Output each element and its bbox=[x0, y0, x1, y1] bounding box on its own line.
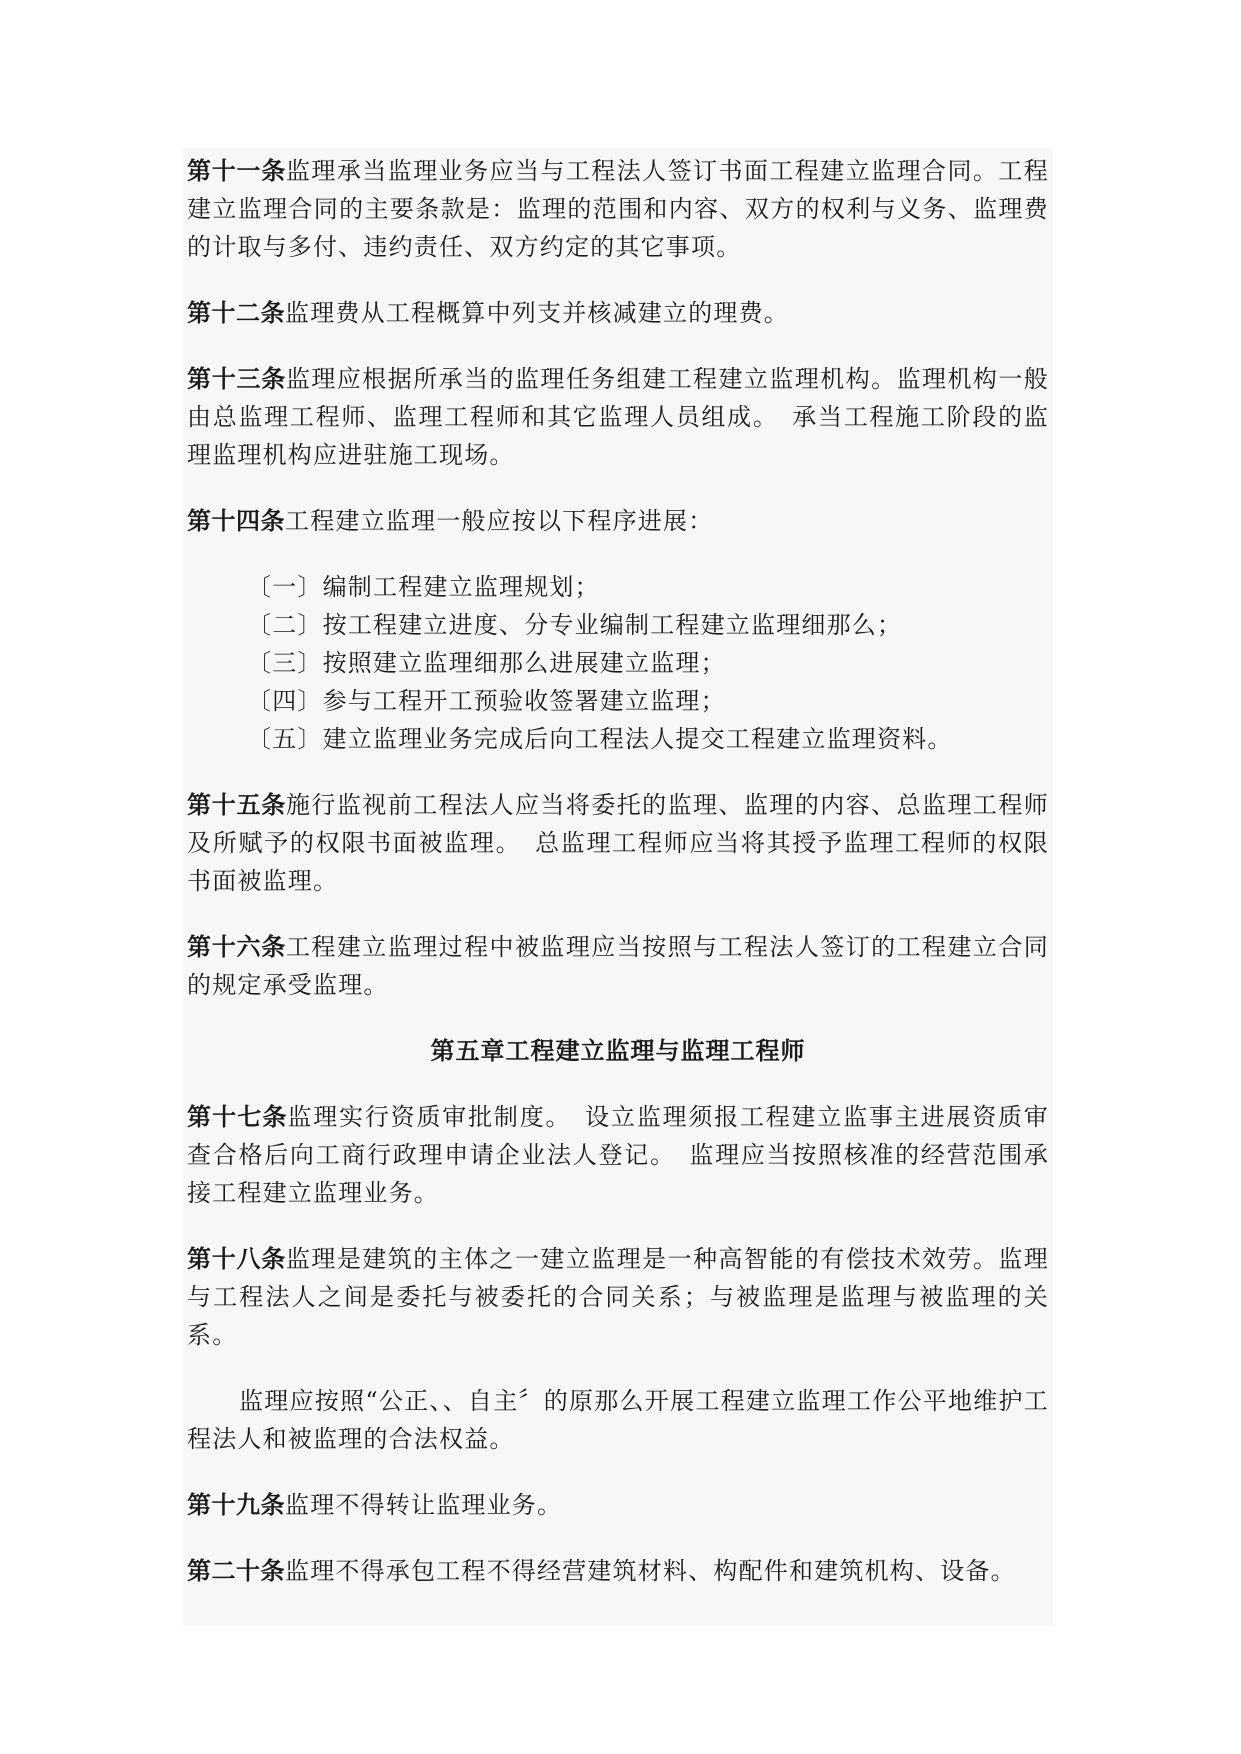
article-19 bbox=[187, 1486, 1049, 1524]
article-text: 监理应根据所承当的监理任务组建工程建立监理机构。监理机构一般由总监理工程师、监理工程师和其它监理人员组成。 承当工程施工阶段的监理监理机构应进驻施工现场。 bbox=[187, 365, 1050, 469]
list-item: 〔三〕按照建立监理细那么进展建立监理； bbox=[247, 649, 726, 677]
article-12 bbox=[187, 294, 1049, 332]
article-number: 第十五条 bbox=[187, 791, 286, 819]
article-number: 第十八条 bbox=[187, 1245, 286, 1273]
article-14 bbox=[187, 502, 1049, 540]
article-text: 监理不得转让监理业务。 bbox=[285, 1491, 563, 1519]
article-11 bbox=[187, 152, 1049, 266]
article-text: 监理费从工程概算中列支并核减建立的理费。 bbox=[285, 299, 789, 327]
article-text: 工程建立监理过程中被监理应当按照与工程法人签订的工程建立合同的规定承受监理。 bbox=[187, 933, 1050, 999]
article-number: 第二十条 bbox=[187, 1557, 285, 1585]
article-18 bbox=[187, 1240, 1049, 1354]
article-text: 工程建立监理一般应按以下程序进展： bbox=[285, 507, 714, 535]
article-number: 第十一条 bbox=[187, 157, 286, 185]
article-15 bbox=[187, 786, 1049, 900]
chapter-title: 第五章工程建立监理与监理工程师 bbox=[430, 1037, 806, 1065]
list-item: 〔五〕建立监理业务完成后向工程法人提交工程建立监理资料。 bbox=[247, 725, 953, 753]
article-17 bbox=[187, 1098, 1049, 1212]
document-page bbox=[183, 148, 1053, 1626]
article-number: 第十四条 bbox=[187, 507, 285, 535]
article-text: 监理不得承包工程不得经营建筑材料、构配件和建筑机构、设备。 bbox=[285, 1557, 1016, 1585]
article-text: 施行监视前工程法人应当将委托的监理、监理的内容、总监理工程师及所赋予的权限书面被监理。 总监理工程师应当将其授予监理工程师的权限书面被监理。 bbox=[187, 791, 1050, 895]
article-number: 第十九条 bbox=[187, 1491, 285, 1519]
article-number: 第十七条 bbox=[187, 1103, 288, 1131]
indented-paragraph: 监理应按照“公正、、自主〞的原那么开展工程建立监理工作公平地维护工程法人和被监理的合法权益。 bbox=[187, 1387, 1049, 1453]
article-20 bbox=[187, 1552, 1049, 1590]
article-text: 监理承当监理业务应当与工程法人签订书面工程建立监理合同。工程建立监理合同的主要条款是：监理的范围和内容、双方的权利与义务、监理费的计取与多付、违约责任、双方约定的其它事项。 bbox=[187, 157, 1050, 261]
procedure-list bbox=[187, 568, 1049, 758]
list-item: 〔四〕参与工程开工预验收签署建立监理； bbox=[247, 687, 726, 715]
article-16 bbox=[187, 928, 1049, 1004]
article-13 bbox=[187, 360, 1049, 474]
article-number: 第十六条 bbox=[187, 933, 286, 961]
list-item: 〔二〕按工程建立进度、分专业编制工程建立监理细那么； bbox=[247, 611, 903, 639]
article-text: 监理是建筑的主体之一建立监理是一种高智能的有偿技术效劳。监理与工程法人之间是委托与被委托的合同关系；与被监理是监理与被监理的关系。 bbox=[187, 1245, 1050, 1349]
article-number: 第十二条 bbox=[187, 299, 285, 327]
article-text: 监理实行资质审批制度。 设立监理须报工程建立监事主进展资质审查合格后向工商行政理申请企业法人登记。 监理应当按照核准的经营范围承接工程建立监理业务。 bbox=[187, 1103, 1050, 1207]
list-item: 〔一〕编制工程建立监理规划； bbox=[247, 573, 600, 601]
article-number: 第十三条 bbox=[187, 365, 286, 393]
